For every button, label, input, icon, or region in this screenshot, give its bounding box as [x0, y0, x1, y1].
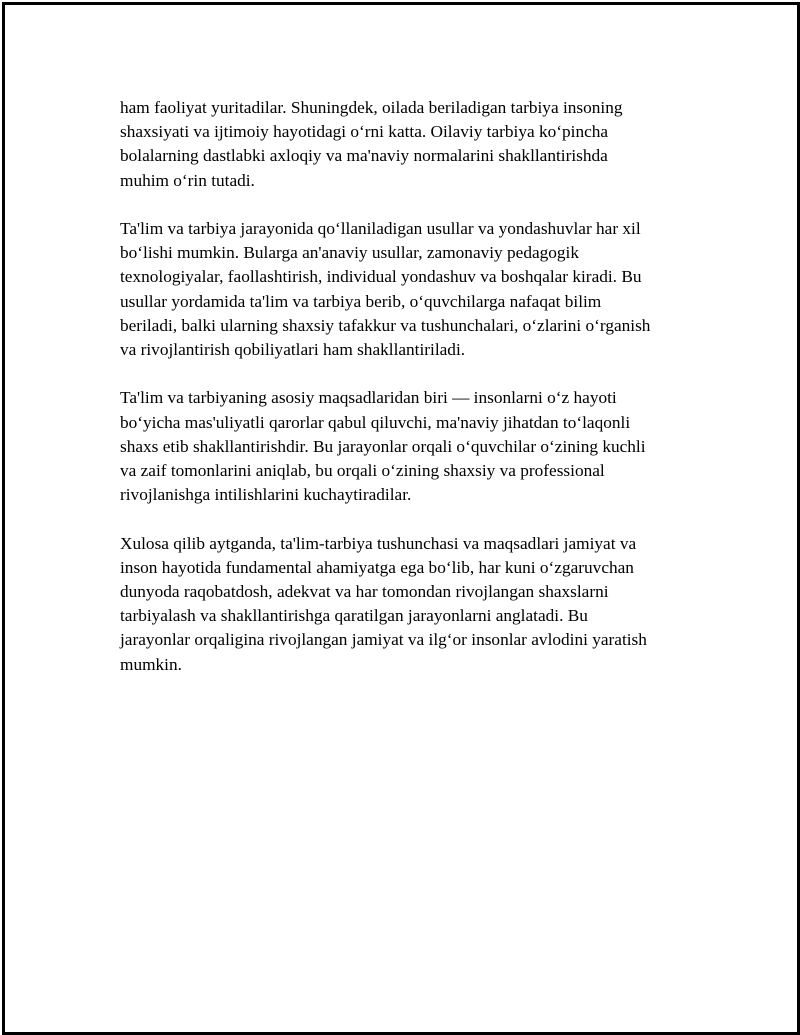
text-line: beriladi, balki ularning shaxsiy tafakkur va tushunchalari, o‘zlarini o‘rganish	[120, 315, 651, 335]
text-line: va rivojlantirish qobiliyatlari ham shakllantiriladi.	[120, 340, 466, 360]
paragraph-methods	[120, 217, 705, 362]
document-page	[2, 2, 800, 1035]
text-line: shaxsiyati va ijtimoiy hayotidagi o‘rni katta. Oilaviy tarbiya ko‘pincha	[120, 122, 609, 142]
text-line: inson hayotida fundamental ahamiyatga ega bo‘lib, har kuni o‘zgaruvchan	[120, 557, 634, 577]
text-line: shaxs etib shakllantirishdir. Bu jarayonlar orqali o‘quvchilar o‘zining kuchli	[120, 436, 646, 456]
text-line: ham faoliyat yuritadilar. Shuningdek, oilada beriladigan tarbiya insoning	[120, 98, 623, 117]
text-line: Ta'lim va tarbiya jarayonida qo‘llaniladigan usullar va yondashuvlar har xil	[120, 219, 641, 238]
text-line: mumkin.	[120, 654, 182, 674]
text-line: bo‘yicha mas'uliyatli qarorlar qabul qiluvchi, ma'naviy jihatdan to‘laqonli	[120, 412, 631, 432]
text-line: bolalarning dastlabki axloqiy va ma'naviy normalarini shakllantirishda	[120, 146, 608, 166]
paragraph-conclusion	[120, 532, 705, 677]
paragraph-family-upbringing	[120, 96, 705, 193]
text-line: Ta'lim va tarbiyaning asosiy maqsadlaridan biri — insonlarni o‘z hayoti	[120, 388, 617, 408]
document-body	[120, 96, 705, 701]
text-line: rivojlanishga intilishlarini kuchaytiradilar.	[120, 485, 412, 505]
text-line: Xulosa qilib aytganda, ta'lim-tarbiya tushunchasi va maqsadlari jamiyat va	[120, 533, 637, 553]
text-line: usullar yordamida ta'lim va tarbiya berib, o‘quvchilarga nafaqat bilim	[120, 291, 602, 311]
text-line: bo‘lishi mumkin. Bularga an'anaviy usullar, zamonaviy pedagogik	[120, 243, 579, 263]
text-line: texnologiyalar, faollashtirish, individual yondashuv va boshqalar kiradi. Bu	[120, 267, 642, 287]
text-line: dunyoda raqobatdosh, adekvat va har tomondan rivojlangan shaxslarni	[120, 582, 609, 602]
text-line: jarayonlar orqaligina rivojlangan jamiyat va ilg‘or insonlar avlodini yaratish	[120, 630, 647, 650]
text-line: va zaif tomonlarini aniqlab, bu orqali o‘zining shaxsiy va professional	[120, 461, 605, 481]
paragraph-goals	[120, 386, 705, 507]
text-line: muhim o‘rin tutadi.	[120, 170, 255, 190]
text-line: tarbiyalash va shakllantirishga qaratilgan jarayonlarni anglatadi. Bu	[120, 606, 588, 626]
